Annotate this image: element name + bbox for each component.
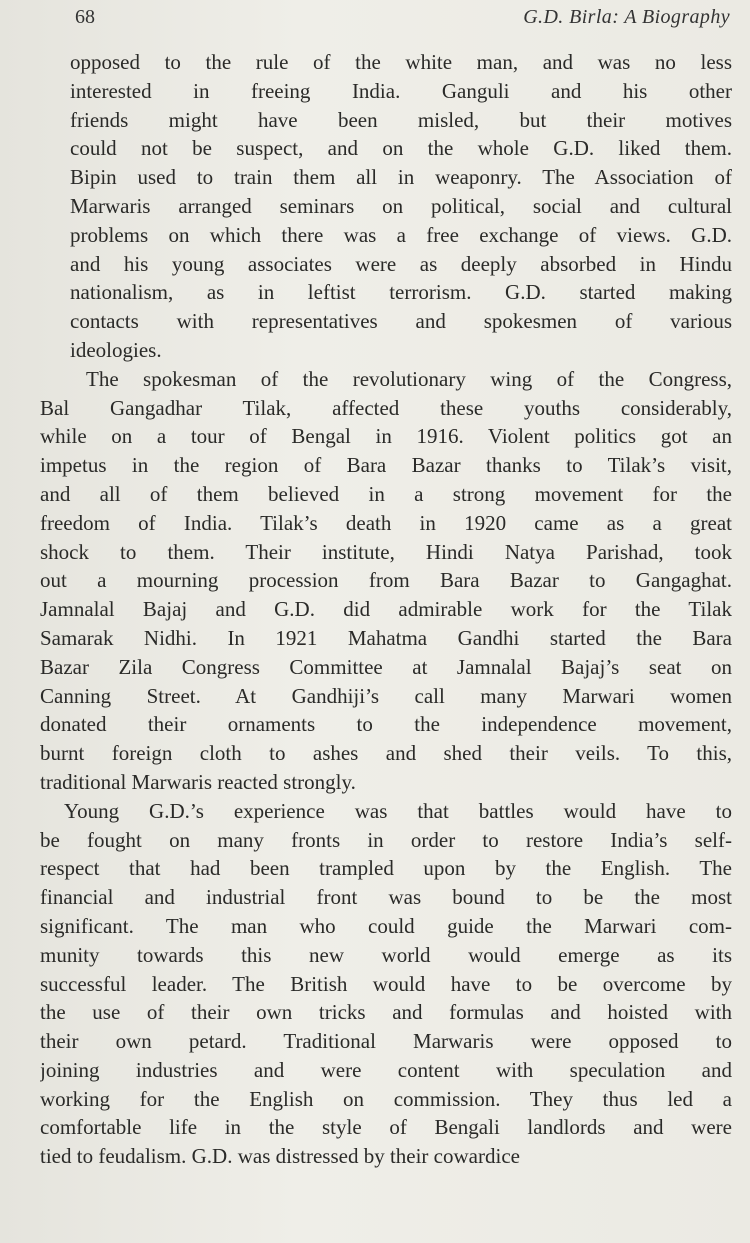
text-line: significant. The man who could guide the Marwari com- [40, 913, 732, 938]
text-line: traditional Marwaris reacted strongly. [40, 769, 356, 794]
text-line: joining industries and were content with speculation and [40, 1057, 732, 1082]
text-line: financial and industrial front was bound to be the most [40, 885, 732, 910]
text-line: and all of them believed in a strong movement for the [40, 481, 732, 506]
text-line: Marwaris arranged seminars on political, social and cultural [70, 193, 732, 218]
text-line: and his young associates were as deeply absorbed in Hindu [70, 251, 732, 276]
text-line: friends might have been misled, but their motives [70, 107, 732, 132]
text-line: donated their ornaments to the independence movement, [40, 712, 732, 737]
text-line: nationalism, as in leftist terrorism. G.D. started making [70, 280, 732, 305]
body-text [40, 48, 732, 1171]
text-line: ideologies. [70, 337, 162, 362]
text-line: contacts with representatives and spokesmen of various [70, 309, 732, 334]
text-line: impetus in the region of Bara Bazar thanks to Tilak’s visit, [40, 453, 732, 478]
text-line: Bazar Zila Congress Committee at Jamnalal Bajaj’s seat on [40, 654, 732, 679]
book-title: G.D. Birla: A Biography [523, 6, 730, 28]
paragraph [40, 797, 732, 1171]
text-line: Canning Street. At Gandhiji’s call many Marwari women [40, 683, 732, 708]
text-line: successful leader. The British would have to be overcome by [40, 971, 732, 996]
text-line: working for the English on commission. They thus led a [40, 1086, 732, 1111]
paragraph [40, 48, 732, 365]
text-line: comfortable life in the style of Bengali landlords and were [40, 1115, 732, 1140]
paragraph [40, 365, 732, 797]
text-line: Young G.D.’s experience was that battles would have to [64, 798, 732, 823]
text-line: freedom of India. Tilak’s death in 1920 came as a great [40, 510, 732, 535]
text-line: Bipin used to train them all in weaponry. The Association of [70, 165, 732, 190]
text-line: munity towards this new world would emerge as its [40, 942, 732, 967]
text-line: out a mourning procession from Bara Bazar to Gangaghat. [40, 568, 732, 593]
text-line: could not be suspect, and on the whole G.D. liked them. [70, 136, 732, 161]
text-line: their own petard. Traditional Marwaris were opposed to [40, 1029, 732, 1054]
text-line: Samarak Nidhi. In 1921 Mahatma Gandhi started the Bara [40, 625, 732, 650]
text-line: while on a tour of Bengal in 1916. Violent politics got an [40, 424, 732, 449]
text-line: Bal Gangadhar Tilak, affected these youths considerably, [40, 395, 732, 420]
text-line: shock to them. Their institute, Hindi Natya Parishad, took [40, 539, 732, 564]
text-line: tied to feudalism. G.D. was distressed by their cowardice [40, 1144, 520, 1169]
text-line: the use of their own tricks and formulas and hoisted with [40, 1000, 732, 1025]
page-number: 68 [75, 6, 95, 28]
text-line: interested in freeing India. Ganguli and his other [70, 78, 732, 103]
text-line: opposed to the rule of the white man, and was no less [70, 50, 732, 74]
running-head [75, 6, 730, 29]
text-line: be fought on many fronts in order to restore India’s self- [40, 827, 732, 852]
text-line: The spokesman of the revolutionary wing of the Congress, [86, 366, 732, 391]
text-line: problems on which there was a free exchange of views. G.D. [70, 222, 732, 247]
text-line: respect that had been trampled upon by the English. The [40, 856, 732, 881]
text-line: Jamnalal Bajaj and G.D. did admirable work for the Tilak [40, 597, 732, 622]
text-line: burnt foreign cloth to ashes and shed their veils. To this, [40, 741, 732, 766]
